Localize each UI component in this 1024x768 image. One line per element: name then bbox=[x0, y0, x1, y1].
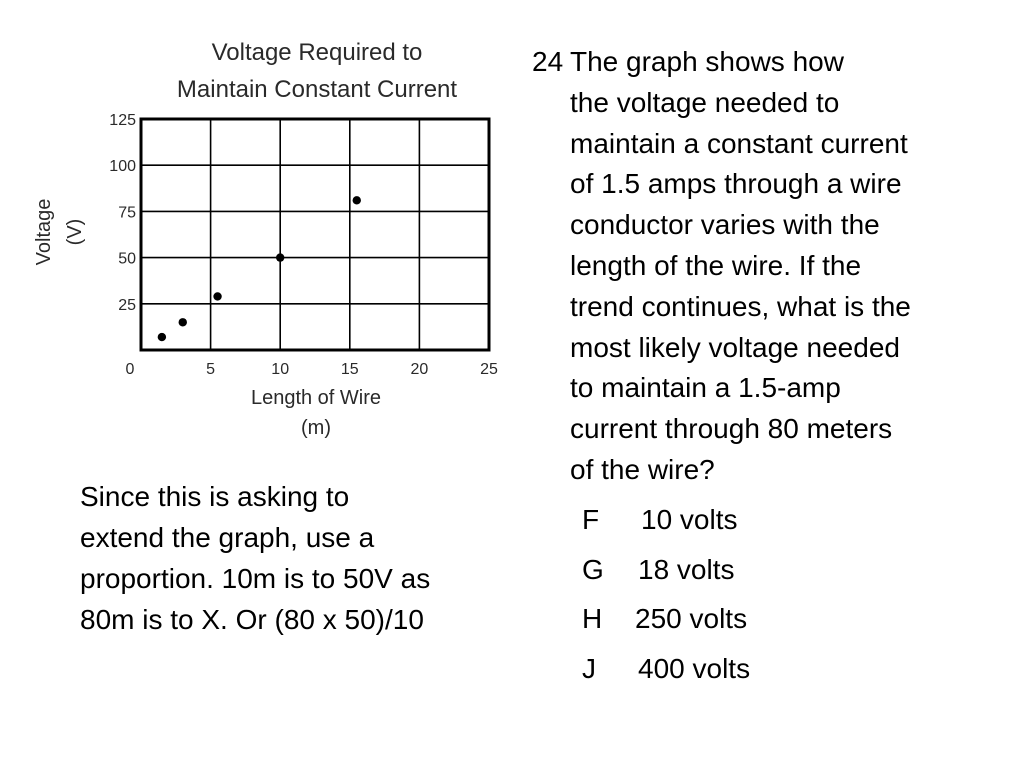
choice-letter: J bbox=[582, 652, 596, 684]
choice-text: 250 volts bbox=[635, 603, 748, 634]
x-tick-label: 0 bbox=[125, 361, 135, 378]
note-line: extend the graph, use a bbox=[80, 522, 375, 553]
x-axis-label-line-1: Length of Wire bbox=[250, 387, 382, 409]
choice-letter: G bbox=[582, 553, 604, 585]
choice-text: 10 volts bbox=[641, 504, 738, 535]
question-text-line: conductor varies with the bbox=[570, 209, 880, 241]
note-line: Since this is asking to bbox=[80, 481, 350, 512]
x-tick-label: 15 bbox=[340, 361, 359, 378]
question-number: 24 bbox=[532, 46, 564, 77]
x-tick-label: 25 bbox=[480, 361, 498, 378]
question-text-line: The graph shows how bbox=[570, 46, 844, 77]
choice-j[interactable] bbox=[582, 647, 751, 697]
x-tick-label: 20 bbox=[410, 361, 429, 378]
question-first-line bbox=[532, 42, 1002, 83]
question-text-line: of the wire? bbox=[570, 453, 715, 485]
data-point bbox=[353, 196, 361, 204]
explanation-note bbox=[80, 476, 530, 640]
data-point bbox=[213, 292, 221, 300]
choice-g[interactable] bbox=[582, 548, 744, 598]
data-points bbox=[158, 196, 361, 341]
question-text-line: the voltage needed to bbox=[570, 86, 840, 118]
x-axis-label-line-2: (m) bbox=[301, 417, 331, 439]
y-tick-label: 25 bbox=[118, 296, 136, 314]
plot-frame bbox=[141, 119, 489, 350]
chart-title-line-1: Voltage Required to bbox=[211, 39, 423, 66]
y-tick-label: 75 bbox=[118, 204, 136, 222]
question-text-line: maintain a constant current bbox=[570, 127, 908, 159]
y-tick-label: 50 bbox=[118, 250, 136, 268]
data-point bbox=[179, 318, 187, 326]
choice-letter: F bbox=[582, 504, 600, 535]
data-point bbox=[158, 333, 166, 341]
y-axis-label-line-2: (V) bbox=[64, 218, 86, 246]
grid-lines bbox=[141, 119, 489, 350]
voltage-chart bbox=[0, 0, 520, 460]
x-tick-label: 5 bbox=[206, 361, 216, 378]
question-text-line: of 1.5 amps through a wire bbox=[570, 168, 902, 200]
x-tick-label: 10 bbox=[271, 361, 290, 378]
tick-labels bbox=[109, 112, 498, 378]
choice-f[interactable] bbox=[582, 498, 744, 548]
note-line: 80m is to X. Or (80 x 50)/10 bbox=[80, 604, 424, 635]
question-text-line: to maintain a 1.5-amp bbox=[570, 372, 841, 404]
question-text-line: most likely voltage needed bbox=[570, 331, 900, 363]
choice-letter: H bbox=[582, 603, 603, 634]
choice-h[interactable] bbox=[582, 597, 748, 647]
chart-title-line-2: Maintain Constant Current bbox=[176, 76, 458, 103]
y-tick-label: 100 bbox=[109, 158, 136, 176]
y-axis-label-line-1: Voltage bbox=[33, 198, 55, 266]
question-block bbox=[532, 42, 1002, 491]
data-point bbox=[276, 253, 284, 261]
question-text-line: current through 80 meters bbox=[570, 413, 893, 445]
choice-text: 400 volts bbox=[638, 652, 751, 684]
choice-text: 18 volts bbox=[638, 553, 735, 585]
note-line: proportion. 10m is to 50V as bbox=[80, 563, 431, 594]
answer-choices bbox=[582, 498, 751, 696]
y-tick-label: 125 bbox=[109, 112, 136, 129]
question-text-line: trend continues, what is the bbox=[570, 290, 911, 322]
question-text-line: length of the wire. If the bbox=[570, 249, 862, 281]
